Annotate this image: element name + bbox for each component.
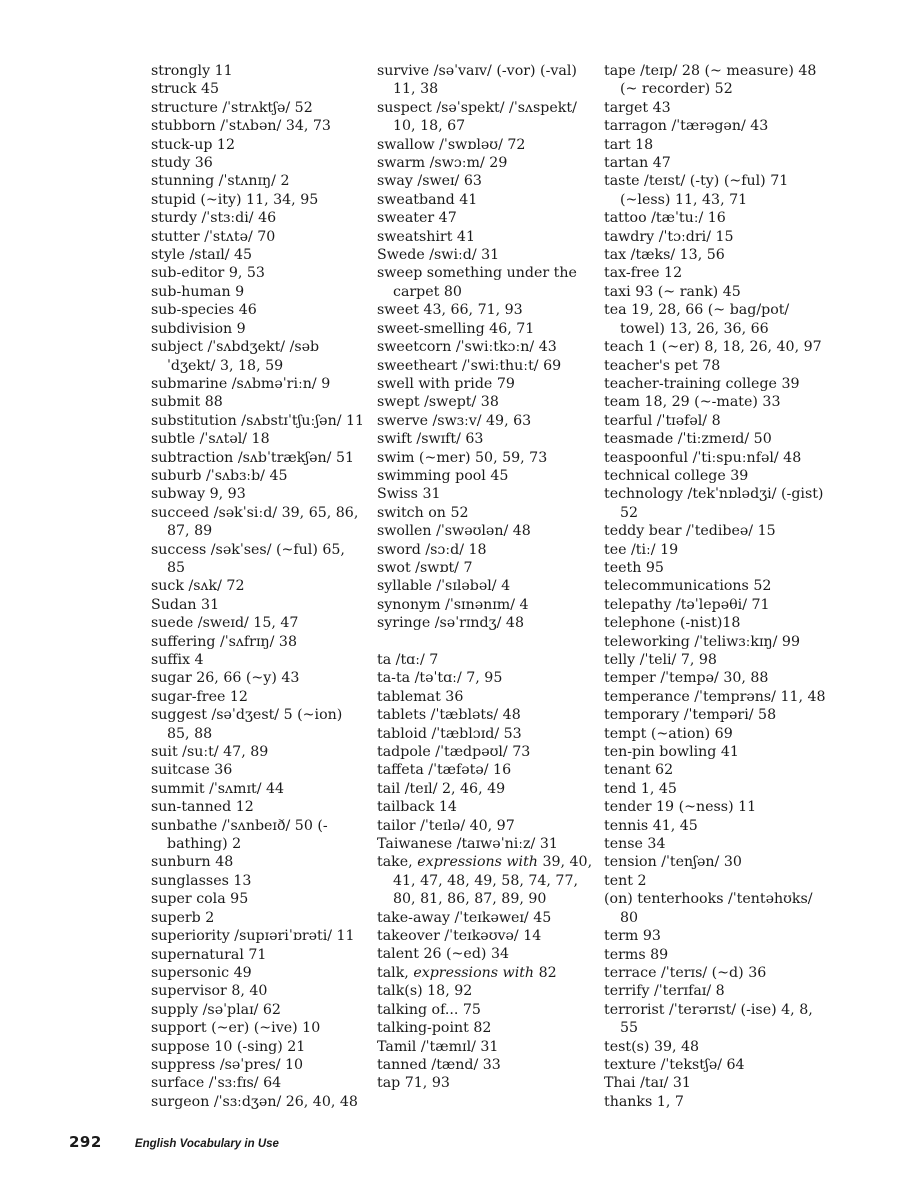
index-entry: talent 26 (~ed) 34 [377, 946, 510, 963]
index-entry: temper /ˈtempə/ 30, 88 [604, 670, 769, 687]
index-entry: terrorist /ˈterərɪst/ (-ise) 4, 8, 55 [604, 1001, 813, 1037]
index-entry: subtle /ˈsʌtəl/ 18 [151, 431, 270, 448]
index-entry: team 18, 29 (~-mate) 33 [604, 394, 781, 411]
index-entry: tension /ˈtenʃən/ 30 [604, 854, 742, 871]
index-entry: sweatband 41 [377, 191, 478, 208]
index-entry: success /səkˈses/ (~ful) 65, 85 [151, 541, 345, 576]
index-entry: subdivision 9 [151, 320, 246, 337]
index-entry: taffeta /ˈtæfətə/ 16 [377, 762, 512, 779]
index-entry: substitution /sʌbstɪˈtʃuːʃən/ 11 [151, 412, 365, 429]
index-entry: teach 1 (~er) 8, 18, 26, 40, 97 [604, 339, 822, 356]
index-entry: sweet 43, 66, 71, 93 [377, 302, 523, 319]
index-entry: swell with pride 79 [377, 375, 515, 392]
index-entry: temporary /ˈtempəri/ 58 [604, 707, 777, 724]
index-entry: sweatshirt 41 [377, 228, 475, 245]
index-entry: supernatural 71 [151, 946, 267, 963]
index-entry: syringe /səˈrɪndʒ/ 48 [377, 615, 524, 632]
index-entry: suede /sweɪd/ 15, 47 [151, 615, 299, 632]
index-entry: sunbathe /ˈsʌnbeɪð/ 50 (-bathing) 2 [151, 817, 328, 853]
index-entry: teacher-training college 39 [604, 375, 800, 392]
index-entry: tart 18 [604, 136, 654, 153]
index-entry: tawdry /ˈtɔːdri/ 15 [604, 228, 734, 245]
index-entry: sweetheart /ˈswiːthuːt/ 69 [377, 357, 562, 374]
index-entry: suit /suːt/ 47, 89 [151, 744, 269, 761]
index-entry: swerve /swɜːv/ 49, 63 [377, 412, 532, 429]
index-entry: stupid (~ity) 11, 34, 95 [151, 191, 319, 208]
index-entry: tartan 47 [604, 155, 671, 172]
index-entry: Sudan 31 [151, 596, 220, 613]
index-entry: sun-tanned 12 [151, 799, 254, 816]
index-entry: sweet-smelling 46, 71 [377, 320, 535, 337]
index-entry: suggest /səˈdʒest/ 5 (~ion) 85, 88 [151, 707, 343, 742]
index-entry: takeover /ˈteɪkəʊvə/ 14 [377, 928, 542, 945]
index-entry: supersonic 49 [151, 964, 252, 981]
index-entry: telly /ˈteli/ 7, 98 [604, 652, 717, 668]
index-entry: tend 1, 45 [604, 780, 677, 797]
index-entry: telecommunications 52 [604, 578, 772, 595]
index-entry: suffix 4 [151, 652, 204, 668]
index-entry: submarine /sʌbməˈriːn/ 9 [151, 375, 331, 392]
index-entry: summit /ˈsʌmɪt/ 44 [151, 780, 285, 797]
index-entry: tailback 14 [377, 799, 457, 816]
index-entry: succeed /səkˈsiːd/ 39, 65, 86, 87, 89 [151, 504, 359, 540]
index-entry: sub-species 46 [151, 302, 257, 319]
index-entry: tender 19 (~ness) 11 [604, 799, 757, 816]
index-entry: tailor /ˈteɪlə/ 40, 97 [377, 817, 515, 834]
index-entry: surface /ˈsɜːfɪs/ 64 [151, 1075, 282, 1092]
index-entry: technical college 39 [604, 467, 749, 484]
page-footer [69, 1132, 279, 1152]
index-entry: synonym /ˈsɪnənɪm/ 4 [377, 596, 529, 613]
index-entry: structure /ˈstrʌktʃə/ 52 [151, 99, 313, 116]
index-entry: tadpole /ˈtædpəʊl/ 73 [377, 744, 531, 761]
index-entry: stubborn /ˈstʌbən/ 34, 73 [151, 118, 331, 135]
index-entry: tearful /ˈtɪəfəl/ 8 [604, 412, 721, 429]
index-entry: teacher's pet 78 [604, 357, 721, 374]
index-entry: take, expressions with 39, 40, 41, 47, 48, 49, 58, 74, 77, 80, 81, 86, 87, 89, 90 [377, 854, 593, 908]
index-entry: survive /səˈvaɪv/ (-vor) (-val) 11, 38 [377, 63, 577, 98]
index-entry: tarragon /ˈtærəgən/ 43 [604, 118, 769, 135]
index-entry: surgeon /ˈsɜːdʒən/ 26, 40, 48 [151, 1093, 358, 1110]
index-entry: tennis 41, 45 [604, 817, 698, 834]
index-entry: suburb /ˈsʌbɜːb/ 45 [151, 467, 288, 484]
index-entry: sturdy /ˈstɜːdi/ 46 [151, 210, 277, 227]
index-entry: ta-ta /təˈtɑː/ 7, 95 [377, 670, 503, 687]
index-entry: swollen /ˈswəʊlən/ 48 [377, 523, 531, 540]
index-entry: target 43 [604, 99, 671, 116]
index-entry: subject /ˈsʌbdʒekt/ /səbˈdʒekt/ 3, 18, 59 [151, 339, 320, 374]
index-entry: telephone (-nist)18 [604, 615, 741, 632]
index-entry: Tamil /ˈtæmɪl/ 31 [377, 1038, 499, 1055]
index-entry: struck 45 [151, 81, 220, 98]
page-number: 292 [69, 1133, 102, 1151]
index-entry: swept /swept/ 38 [377, 394, 499, 411]
index-entry: suck /sʌk/ 72 [151, 578, 245, 595]
index-entry: tent 2 [604, 872, 647, 889]
index-entry: tempt (~ation) 69 [604, 725, 733, 742]
index-entry: sunglasses 13 [151, 872, 252, 889]
index-entry: superb 2 [151, 909, 215, 926]
index-entry: supply /səˈplaɪ/ 62 [151, 1001, 281, 1018]
index-entry: tabloid /ˈtæblɔɪd/ 53 [377, 725, 522, 742]
index-entry: tense 34 [604, 836, 666, 853]
index-entry: superiority /supɪəriˈɒrəti/ 11 [151, 928, 355, 945]
index-entry: teddy bear /ˈtedibeə/ 15 [604, 523, 776, 540]
index-entry: technology /tekˈnɒlədʒi/ (-gist) 52 [604, 486, 824, 521]
index-entry: suppose 10 (-sing) 21 [151, 1038, 306, 1055]
index-entry: teleworking /ˈteliwɜːkɪŋ/ 99 [604, 633, 800, 650]
index-entry: tax /tæks/ 13, 56 [604, 247, 725, 264]
index-entry: talking of... 75 [377, 1001, 481, 1018]
index-entry: stutter /ˈstʌtə/ 70 [151, 228, 276, 245]
index-entry: sub-human 9 [151, 283, 245, 300]
index-entry: tablemat 36 [377, 688, 464, 705]
index-column-1 [151, 62, 367, 1111]
index-entry: switch on 52 [377, 504, 469, 521]
index-entry: take-away /ˈteɪkəweɪ/ 45 [377, 909, 552, 926]
index-entry: teaspoonful /ˈtiːspuːnfəl/ 48 [604, 449, 802, 466]
index-entry: suffering /ˈsʌfrɪŋ/ 38 [151, 633, 297, 650]
index-entry: talk(s) 18, 92 [377, 983, 473, 1000]
index-entry: support (~er) (~ive) 10 [151, 1020, 321, 1037]
index-entry: terrify /ˈterɪfaɪ/ 8 [604, 983, 725, 1000]
index-entry: sweetcorn /ˈswiːtkɔːn/ 43 [377, 339, 557, 356]
index-entry: tax-free 12 [604, 265, 683, 282]
index-entry: teasmade /ˈtiːzmeɪd/ 50 [604, 431, 772, 448]
index-entry: ten-pin bowling 41 [604, 744, 739, 761]
index-entry: tanned /tænd/ 33 [377, 1056, 501, 1073]
index-entry: tablets /ˈtæbləts/ 48 [377, 707, 521, 724]
index-entry: sub-editor 9, 53 [151, 265, 265, 282]
index-entry: tape /teɪp/ 28 (~ measure) 48 (~ recorder) 52 [604, 63, 817, 98]
index-entry: super cola 95 [151, 891, 249, 908]
index-entry: sunburn 48 [151, 854, 234, 871]
index-entry: thanks 1, 7 [604, 1093, 684, 1110]
index-entry: terrace /ˈterɪs/ (~d) 36 [604, 964, 767, 981]
index-entry: sway /sweɪ/ 63 [377, 173, 482, 190]
index-entry: test(s) 39, 48 [604, 1038, 700, 1055]
index-entry: submit 88 [151, 394, 223, 411]
index-entry: sugar 26, 66 (~y) 43 [151, 670, 300, 687]
index-entry: swot /swɒt/ 7 [377, 559, 473, 576]
index-entry: sword /sɔːd/ 18 [377, 541, 487, 558]
index-entry: style /staɪl/ 45 [151, 247, 253, 264]
book-title: English Vocabulary in Use [134, 1138, 279, 1150]
index-entry: swimming pool 45 [377, 467, 509, 484]
index-entry: sweater 47 [377, 210, 457, 227]
index-entry: stuck-up 12 [151, 136, 235, 153]
index-entry: terms 89 [604, 946, 669, 963]
index-entry: talk, expressions with 82 [377, 964, 557, 981]
index-entry: tail /teɪl/ 2, 46, 49 [377, 780, 506, 797]
index-entry: swim (~mer) 50, 59, 73 [377, 449, 548, 466]
index-entry: term 93 [604, 928, 661, 945]
index-entry: tenant 62 [604, 762, 674, 779]
index-entry: Swede /swiːd/ 31 [377, 247, 500, 264]
index-entry: sweep something under the carpet 80 [377, 265, 577, 300]
index-entry: subway 9, 93 [151, 486, 246, 503]
index-entry: tap 71, 93 [377, 1075, 450, 1092]
index-entry: sugar-free 12 [151, 688, 248, 705]
index-entry: Taiwanese /taɪwəˈniːz/ 31 [377, 836, 558, 853]
index-entry: swarm /swɔːm/ 29 [377, 155, 508, 172]
index-entry: tattoo /tæˈtuː/ 16 [604, 210, 726, 227]
index-entry: suppress /səˈpres/ 10 [151, 1056, 304, 1073]
index-entry: study 36 [151, 155, 213, 172]
index-entry: talking-point 82 [377, 1020, 492, 1037]
index-entry: temperance /ˈtemprəns/ 11, 48 [604, 688, 826, 705]
section-gap [377, 633, 593, 651]
index-entry: swift /swɪft/ 63 [377, 431, 484, 448]
index-entry: tea 19, 28, 66 (~ bag/pot/ towel) 13, 26, 36, 66 [604, 302, 790, 337]
index-column-2 [377, 62, 593, 1093]
index-entry: stunning /ˈstʌnɪŋ/ 2 [151, 173, 290, 190]
index-entry: Thai /taɪ/ 31 [604, 1075, 691, 1092]
index-entry: teeth 95 [604, 559, 664, 576]
index-entry: taxi 93 (~ rank) 45 [604, 283, 741, 300]
index-entry: syllable /ˈsɪləbəl/ 4 [377, 578, 511, 595]
index-entry: (on) tenterhooks /ˈtentəhʊks/ 80 [604, 891, 813, 926]
index-entry: subtraction /sʌbˈtrækʃən/ 51 [151, 449, 355, 466]
index-entry: Swiss 31 [377, 486, 441, 503]
index-entry: texture /ˈtekstʃə/ 64 [604, 1056, 745, 1073]
index-entry: suitcase 36 [151, 762, 233, 779]
index-entry: supervisor 8, 40 [151, 983, 268, 1000]
index-entry: suspect /səˈspekt/ /ˈsʌspekt/ 10, 18, 67 [377, 99, 577, 135]
index-entry: taste /teɪst/ (-ty) (~ful) 71 (~less) 11, 43, 71 [604, 173, 789, 208]
index-entry: strongly 11 [151, 63, 233, 79]
index-entry: tee /tiː/ 19 [604, 541, 679, 558]
index-column-3 [604, 62, 826, 1111]
index-entry: telepathy /təˈlepəθi/ 71 [604, 596, 770, 613]
index-entry: swallow /ˈswɒləʊ/ 72 [377, 136, 526, 153]
index-entry: ta /tɑː/ 7 [377, 651, 439, 668]
